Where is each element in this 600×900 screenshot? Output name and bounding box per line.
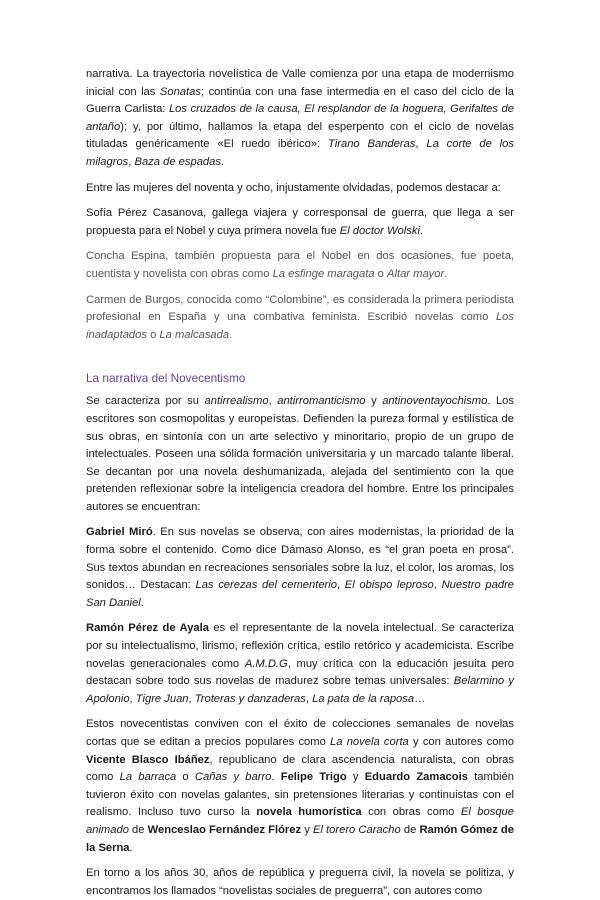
text: . xyxy=(129,841,133,854)
text: , xyxy=(337,579,345,592)
text: y xyxy=(346,771,365,784)
author-name: Gabriel Miró xyxy=(86,526,153,539)
text: ); y, por último, hallamos la etapa del esperpento con el ciclo de novelas tituladas genéricamente «El ruedo ibérico»: xyxy=(86,120,514,151)
paragraph-perez-de-ayala xyxy=(86,620,514,708)
text: Concha Espina, también propuesta para el Nobel en dos ocasiones, fue poeta, cuentista y novelista con obras como xyxy=(86,250,514,280)
work-title: Los inadaptados xyxy=(86,311,514,341)
text: … xyxy=(414,692,426,705)
text: narrativa. La trayectoria novelística de Valle comienza por una etapa de modernismo inicial con las xyxy=(86,68,514,98)
author-name: Wenceslao Fernández Flórez xyxy=(147,823,302,836)
text: Se caracteriza por su xyxy=(86,395,205,408)
work-title: El obispo leproso xyxy=(344,579,434,592)
work-title: Troteras y danzaderas xyxy=(194,692,306,705)
section-gap xyxy=(86,352,514,370)
work-title: La malcasada xyxy=(159,328,230,341)
text: . En sus novelas se observa, con aires modernistas, la prioridad de la forma sobre el contenido. Como dice Dámaso Alonso, es “el gran poeta en prosa”. Sus textos abundan en recreaciones sensoriales sobre la luz, el color, los aromas, los sonidos… Destacan: xyxy=(86,526,514,592)
work-title: La esfinge maragata xyxy=(272,267,375,280)
text: , xyxy=(129,692,136,705)
paragraph-short-novels xyxy=(86,716,514,857)
text: , xyxy=(305,692,313,705)
text: y xyxy=(365,395,383,408)
paragraph-novecentismo-traits xyxy=(86,393,514,516)
author-name: Ramón Gómez de la Serna xyxy=(86,823,514,854)
author-name: Ramón Pérez de Ayala xyxy=(86,622,209,635)
text: ; continúa con una fase intermedia en el caso del ciclo de la Guerra Carlista: xyxy=(86,85,514,116)
text: . xyxy=(220,155,225,168)
text: Carmen de Burgos, conocida como “Colombine”, es considerada la primera periodista profesional en España y una combativa feminista. Escribió novelas como xyxy=(86,293,514,324)
work-title: Tirano Banderas xyxy=(328,138,416,151)
paragraph-sofia-perez xyxy=(86,205,514,240)
author-name: Felipe Trigo xyxy=(280,771,347,784)
work-title: La pata de la raposa xyxy=(312,692,415,705)
text: también tuvieron éxito con novelas galantes, sin pretensiones literarias y continuistas con el realismo. Incluso tuvo curso la xyxy=(86,771,514,819)
work-title: Altar mayor xyxy=(387,267,445,280)
work-title: Cañas y barro xyxy=(194,771,272,784)
text: , xyxy=(188,692,195,705)
work-title: Belarmino y Apolonio xyxy=(86,675,514,705)
text: o xyxy=(146,328,160,341)
work-title: La barraca xyxy=(119,771,177,784)
work-title: Nuestro padre San Daniel xyxy=(86,579,515,609)
text: , xyxy=(128,155,135,168)
section-heading-novecentismo: La narrativa del Novecentismo xyxy=(86,371,246,386)
work-title: El bosque animado xyxy=(86,806,514,836)
term: antirrealismo xyxy=(204,395,269,408)
text: , republicano de clara ascendencia naturalista, con obras como xyxy=(86,753,514,784)
work-title: Tigre Juan xyxy=(135,692,189,705)
text: , xyxy=(415,138,427,151)
text: y con autores como xyxy=(408,736,514,748)
text: de xyxy=(400,823,420,836)
text: . Los escritores son cosmopolitas y europeístas. Defienden la pureza formal y estilística de sus obras, en sintonía con un arte selectivo y minoritario, propio de un grupo de intelectuales. Poseen una sólida formación universitaria y un marcado talante liberal. Se decantan por una novela deshumanizada, alejada del sentimiento con la que pretenden reflexionar sobre la inteligencia creadora del hombre. Entre los principales autores se encuentran: xyxy=(86,395,514,513)
work-title: El torero Caracho xyxy=(312,823,401,836)
work-title: La novela corta xyxy=(330,736,409,748)
text: Sofía Pérez Casanova, gallega viajera y corresponsal de guerra, que llega a ser propuesta para el Nobel y cuya primera novela fue xyxy=(86,207,514,237)
work-title: Sonatas xyxy=(159,85,201,98)
work-title: Las cerezas del cementerio xyxy=(195,579,337,592)
text: es el representante de la novela intelectual. Se caracteriza por su intelectualismo, lirismo, reflexión crítica, estilo retórico y academicista. Escribe novelas generacionales como xyxy=(86,622,514,670)
text: . xyxy=(444,267,448,280)
work-title: Los cruzados de la causa, El resplandor de la hoguera, Gerifaltes de antaño xyxy=(86,103,514,133)
text: con obras como xyxy=(361,806,461,819)
term: antirromanticismo xyxy=(277,395,366,408)
term: antinoventayochismo xyxy=(382,395,488,408)
paragraph-prewar-novel: En torno a los años 30, años de república y preguerra civil, la novela se politiza, y encontramos los llamados “novelistas sociales de preguerra”, con autores como xyxy=(86,867,514,897)
text: o xyxy=(176,771,195,784)
work-title: A.M.D.G xyxy=(244,657,288,670)
work-title: Baza de espadas xyxy=(134,155,221,168)
text: y xyxy=(301,823,313,836)
work-title: El doctor Wolski xyxy=(339,224,420,237)
paragraph-concha-espina xyxy=(86,248,514,283)
text: o xyxy=(374,267,388,280)
text: . xyxy=(419,224,424,237)
author-name: Eduardo Zamacois xyxy=(364,771,468,784)
text: Estos novecentistas conviven con el éxito de colecciones semanales de novelas cortas que se editan a precios populares como xyxy=(86,718,514,748)
text: , xyxy=(433,579,442,592)
text: de xyxy=(128,823,148,836)
paragraph-valle-trajectory xyxy=(86,66,514,172)
text: , xyxy=(268,395,278,408)
paragraph-gabriel-miro xyxy=(86,524,514,612)
author-name: Vicente Blasco Ibáñez xyxy=(86,753,210,766)
paragraph-women-intro: Entre las mujeres del noventa y ocho, injustamente olvidadas, podemos destacar a: xyxy=(86,181,501,194)
text: . xyxy=(140,596,144,609)
text: . xyxy=(229,328,233,341)
text: , muy crítica con la educación jesuita pero destacan sobre todo sus novelas de madurez sobre temas universales: xyxy=(86,657,514,688)
work-title: La corte de los milagros xyxy=(86,138,514,168)
genre-term: novela humorística xyxy=(256,806,362,819)
paragraph-carmen-burgos xyxy=(86,292,514,345)
text: . xyxy=(271,771,281,784)
